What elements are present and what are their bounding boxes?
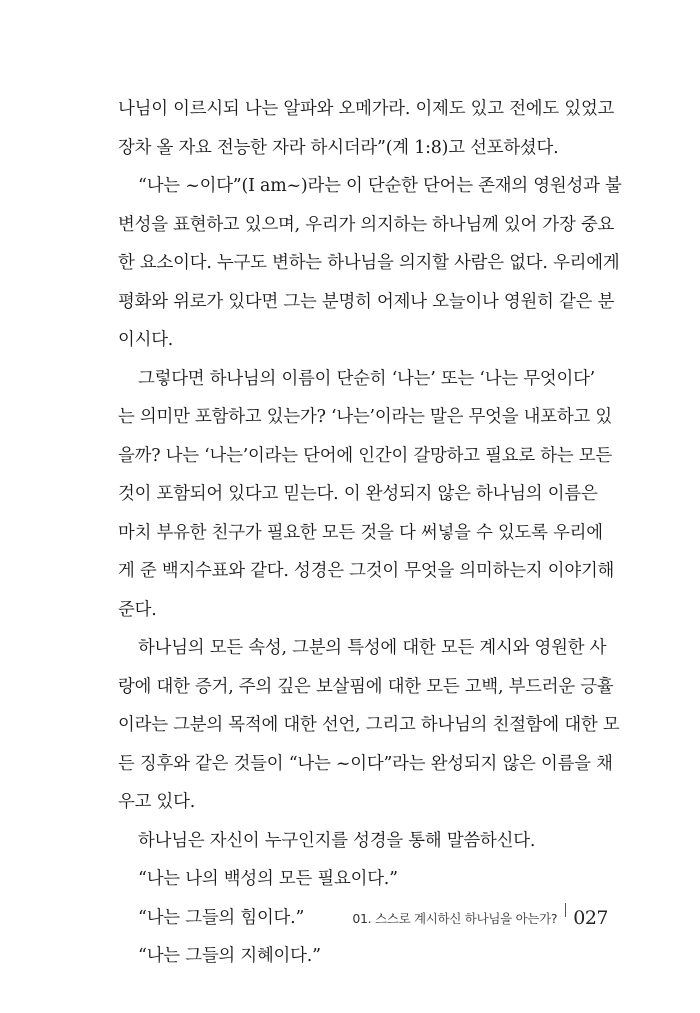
text-line: 평화와 위로가 있다면 그는 분명히 어제나 오늘이나 영원히 같은 분 [118, 291, 615, 312]
text-line: “나는 그들의 지혜이다.” [138, 946, 321, 966]
text-line: 나님이 이르시되 나는 알파와 오메가라. 이제도 있고 전에도 있었고 [118, 99, 615, 119]
text-line: “나는 ~이다”(I am~)라는 이 단순한 단어는 존재의 영원성과 불 [138, 176, 622, 196]
text-line: 준다. [118, 599, 157, 620]
text-line: 한 요소이다. 누구도 변하는 하나님을 의지할 사람은 없다. 우리에게 [118, 253, 620, 273]
footer-divider [565, 903, 566, 917]
text-line: “나는 나의 백성의 모든 필요이다.” [138, 869, 398, 889]
text-line: 우고 있다. [118, 792, 196, 812]
text-line: 게 준 백지수표와 같다. 성경은 그것이 무엇을 의미하는지 이야기해 [118, 561, 615, 581]
text-line: 그렇다면 하나님의 이름이 단순히 ‘나는’ 또는 ‘나는 무엇이다’ [138, 368, 595, 389]
text-line: 랑에 대한 증거, 주의 깊은 보살핌에 대한 모든 고백, 부드러운 긍휼 [118, 676, 614, 697]
text-line: 것이 포함되어 있다고 믿는다. 이 완성되지 않은 하나님의 이름은 [118, 484, 598, 504]
text-line: 이라는 그분의 목적에 대한 선언, 그리고 하나님의 친절함에 대한 모 [118, 715, 620, 735]
text-line: 는 의미만 포함하고 있는가? ‘나는’이라는 말은 무엇을 내포하고 있 [118, 407, 612, 427]
page-footer [352, 900, 608, 936]
text-line: 든 징후와 같은 것들이 “나는 ~이다”라는 완성되지 않은 이름을 채 [118, 753, 613, 774]
text-line: 하나님의 모든 속성, 그분의 특성에 대한 모든 계시와 영원한 사 [138, 638, 607, 658]
body-text [118, 90, 622, 976]
text-line: 마치 부유한 친구가 필요한 모든 것을 다 써넣을 수 있도록 우리에 [118, 522, 603, 543]
text-line: 하나님은 자신이 누구인지를 성경을 통해 말씀하신다. [138, 830, 536, 851]
text-line: “나는 그들의 힘이다.” [138, 907, 305, 928]
chapter-title: 01. 스스로 계시하신 하나님을 아는가? [352, 911, 558, 926]
text-line: 이시다. [118, 330, 174, 350]
page-number: 027 [573, 907, 608, 929]
text-line: 변성을 표현하고 있으며, 우리가 의지하는 하나님께 있어 가장 중요 [118, 214, 615, 235]
text-line: 장차 올 자요 전능한 자라 하시더라”(계 1:8)고 선포하셨다. [118, 137, 559, 158]
text-line: 을까? 나는 ‘나는’이라는 단어에 인간이 갈망하고 필요로 하는 모든 [118, 445, 612, 466]
